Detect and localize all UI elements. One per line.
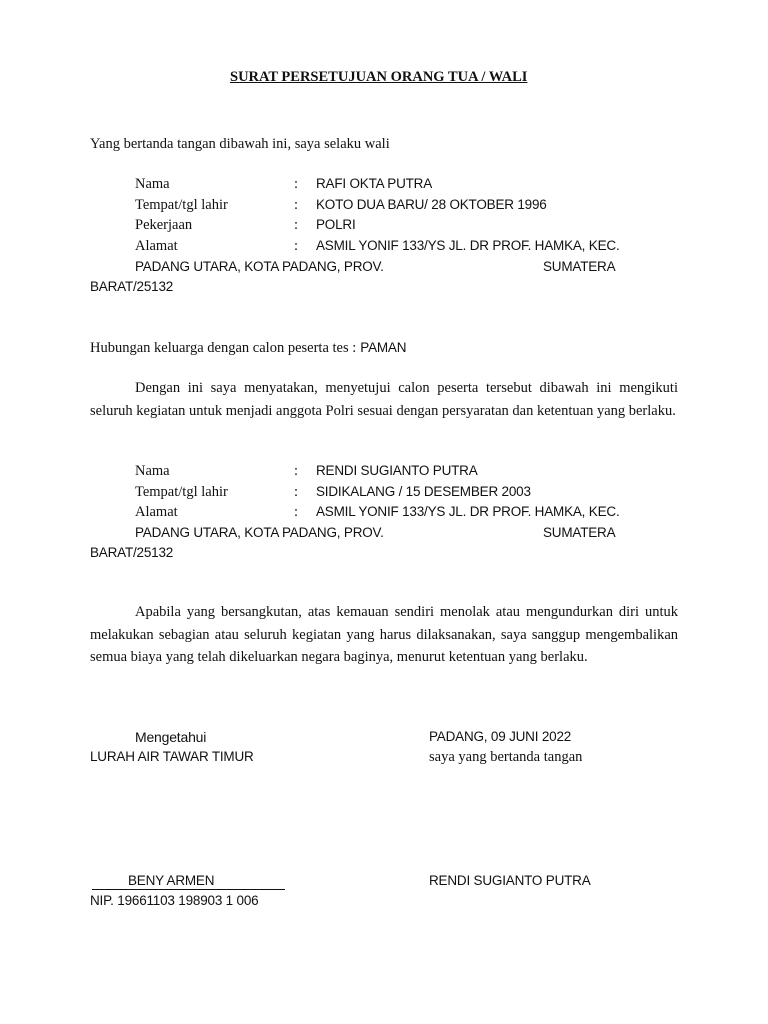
guardian-birth-value: KOTO DUA BARU/ 28 OKTOBER 1996 xyxy=(316,197,547,212)
guardian-name-colon: : xyxy=(294,176,299,192)
guardian-address-line3: BARAT/25132 xyxy=(90,279,174,294)
village-head-name: BENY ARMEN xyxy=(128,873,215,888)
guardian-name-value: RAFI OKTA PUTRA xyxy=(316,176,433,191)
candidate-name-label: Nama xyxy=(135,463,170,479)
signature-underline xyxy=(92,889,285,890)
statement-paragraph: Dengan ini saya menyatakan, menyetujui calon peserta tersebut dibawah ini mengikuti seluruh kegiatan untuk menjadi anggota Polri sesuai dengan persyaratan dan ketentuan yang berlaku. xyxy=(90,380,678,419)
guardian-birth-label: Tempat/tgl lahir xyxy=(135,197,228,213)
candidate-address-line1: ASMIL YONIF 133/YS JL. DR PROF. HAMKA, KEC. xyxy=(316,504,620,519)
village-head-nip: NIP. 19661103 198903 1 006 xyxy=(90,893,259,908)
intro-text: Yang bertanda tangan dibawah ini, saya selaku wali xyxy=(90,136,390,152)
guardian-job-label: Pekerjaan xyxy=(135,217,193,233)
document-title: SURAT PERSETUJUAN ORANG TUA / WALI xyxy=(230,69,528,85)
guardian-birth-colon: : xyxy=(294,197,299,213)
candidate-address-province: SUMATERA xyxy=(543,525,616,540)
candidate-address-line2: PADANG UTARA, KOTA PADANG, PROV. xyxy=(135,525,384,540)
guardian-name-label: Nama xyxy=(135,176,170,192)
candidate-birth-colon: : xyxy=(294,484,299,500)
commitment-paragraph: Apabila yang bersangkutan, atas kemauan sendiri menolak atau mengundurkan diri untuk melakukan sebagian atau seluruh kegiatan yang harus dilaksanakan, saya sanggup mengembalikan semua biaya yang telah dikeluarkan negara baginya, menurut ketentuan yang berlaku. xyxy=(90,604,678,665)
guardian-address-colon: : xyxy=(294,238,299,254)
guardian-job-value: POLRI xyxy=(316,217,356,232)
place-date: PADANG, 09 JUNI 2022 xyxy=(429,729,572,744)
guardian-address-label: Alamat xyxy=(135,238,178,254)
signer-name: RENDI SUGIANTO PUTRA xyxy=(429,873,591,888)
candidate-address-label: Alamat xyxy=(135,504,178,520)
relation-label: Hubungan keluarga dengan calon peserta tes : xyxy=(90,340,357,356)
candidate-birth-label: Tempat/tgl lahir xyxy=(135,484,228,500)
village-head-office: LURAH AIR TAWAR TIMUR xyxy=(90,749,254,764)
guardian-address-province: SUMATERA xyxy=(543,259,616,274)
candidate-birth-value: SIDIKALANG / 15 DESEMBER 2003 xyxy=(316,484,531,499)
guardian-address-line2: PADANG UTARA, KOTA PADANG, PROV. xyxy=(135,259,384,274)
relation-line xyxy=(90,338,406,358)
acknowledged-heading: Mengetahui xyxy=(135,729,207,745)
candidate-address-colon: : xyxy=(294,504,299,520)
guardian-address-line1: ASMIL YONIF 133/YS JL. DR PROF. HAMKA, KEC. xyxy=(316,238,620,253)
candidate-name-value: RENDI SUGIANTO PUTRA xyxy=(316,463,478,478)
candidate-name-colon: : xyxy=(294,463,299,479)
guardian-job-colon: : xyxy=(294,217,299,233)
signer-caption: saya yang bertanda tangan xyxy=(429,749,583,765)
candidate-address-line3: BARAT/25132 xyxy=(90,545,174,560)
relation-value: PAMAN xyxy=(360,340,407,355)
